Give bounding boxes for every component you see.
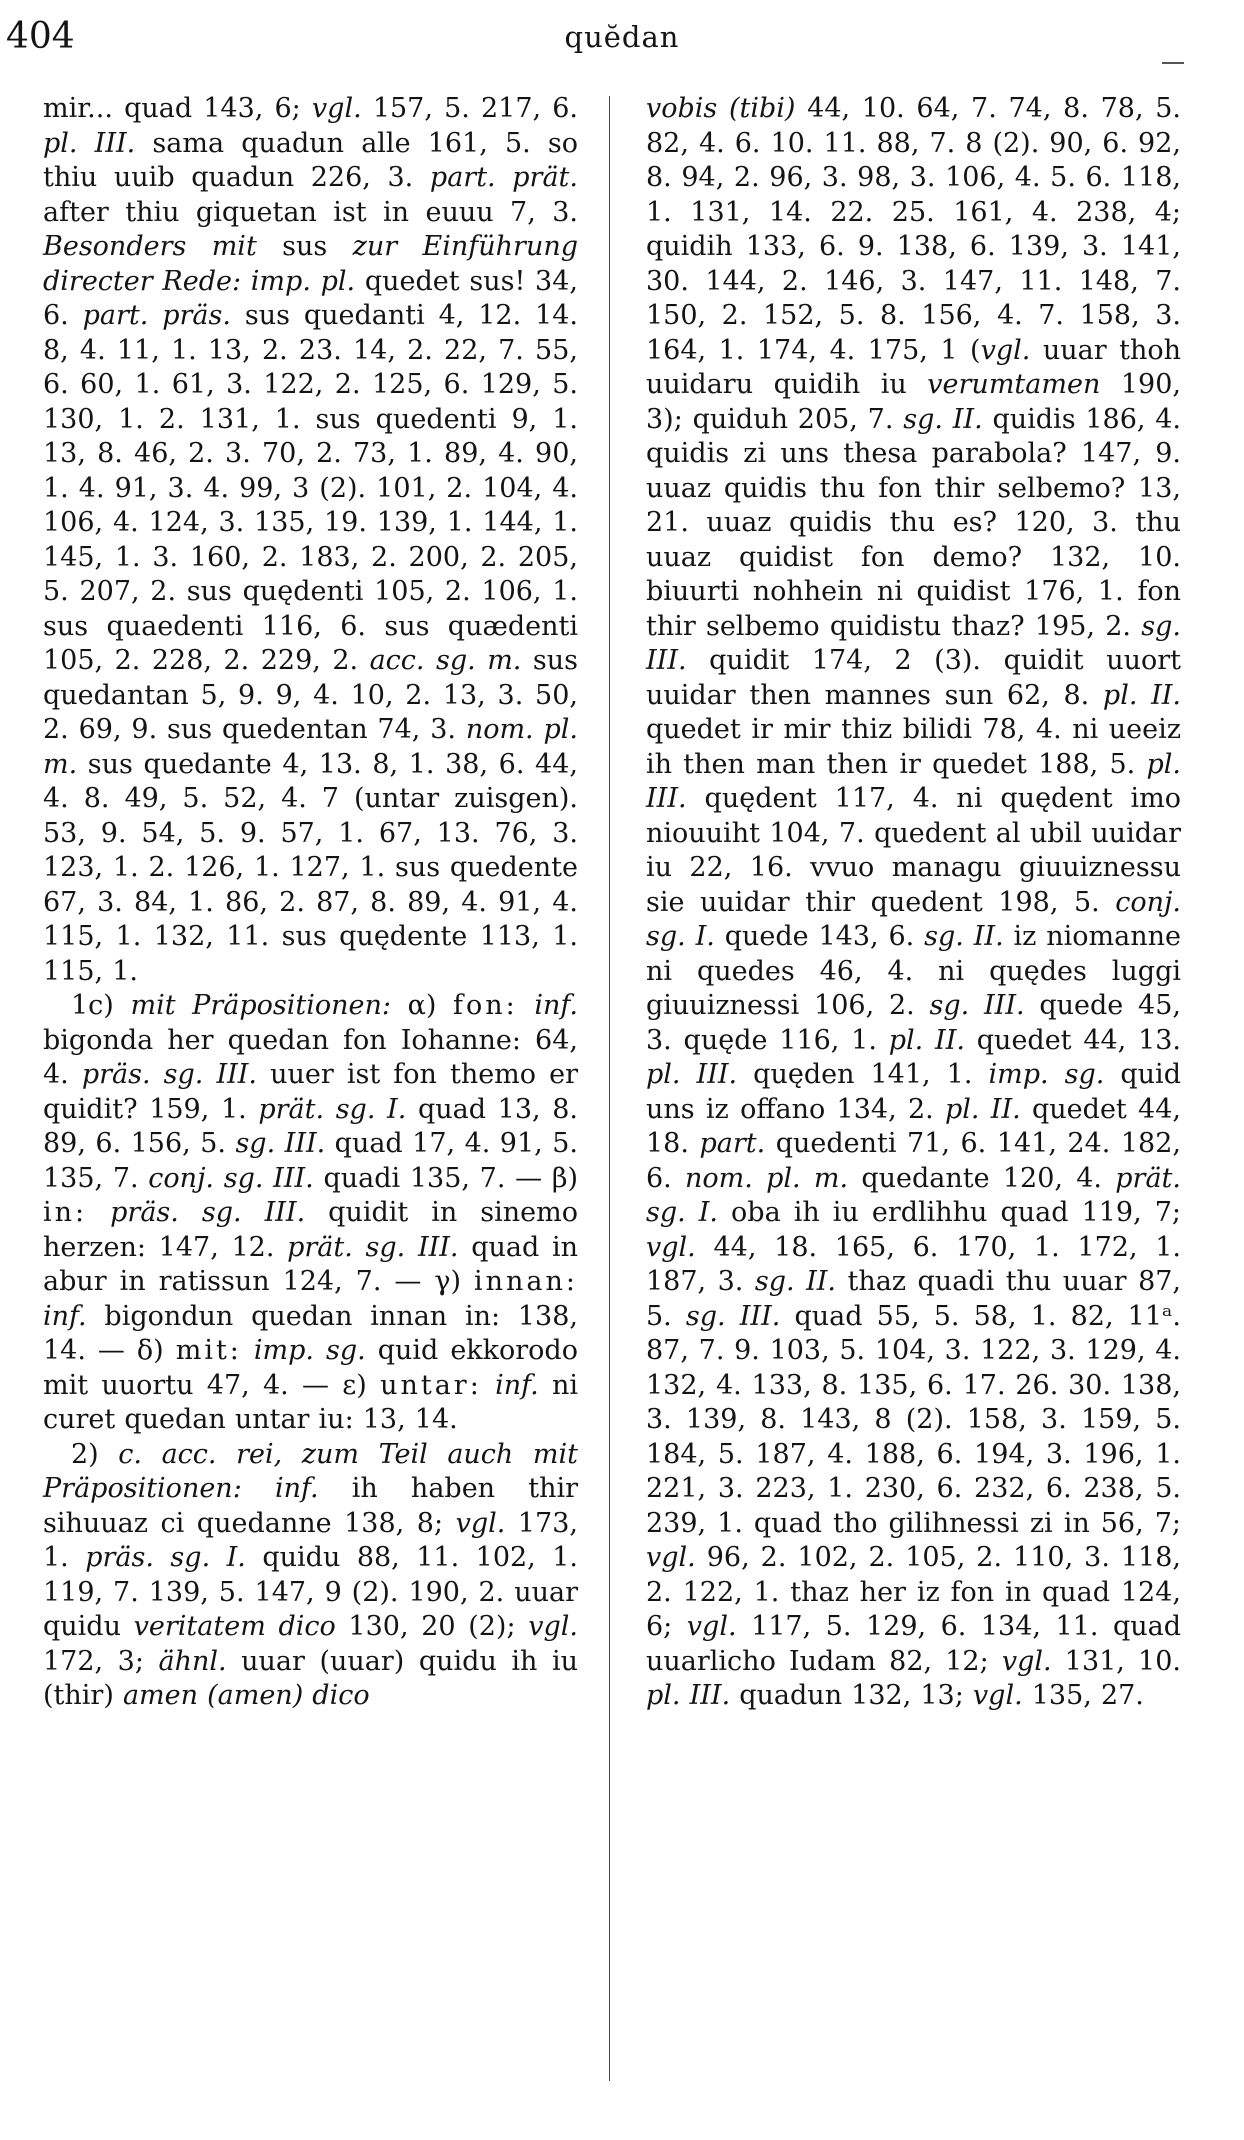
grammar-label: prät. sg. I. — [258, 1093, 407, 1125]
grammar-label: pl. II. — [945, 1093, 1021, 1125]
paragraph-1c — [43, 989, 578, 1438]
text-run: bigonda her quedan fon Iohanne: 64, 4. — [43, 1024, 578, 1090]
grammar-label: prät. sg. III. — [287, 1231, 459, 1263]
text-run: quedet sus! 34, 6. — [43, 265, 578, 331]
text-run: quad in abur in ratissun 124, 7. — γ) — [43, 1231, 578, 1297]
abbrev: vgl. — [646, 1231, 696, 1263]
preposition-untar: untar: — [380, 1369, 482, 1401]
text-run: quidis 186, 4. quidis zi uns thesa parabola? 147, 9. uuaz quidis thu fon thir selbemo? 13, 21. uuaz quidis thu es? 120, 3. thu uuaz quidist fon demo? 132, 10. biuurti nohhein ni quidist 176, 1. fon thir selbemo quidistu thaz? 195, 2. — [646, 403, 1182, 642]
preposition-mit: mit: — [175, 1335, 242, 1366]
grammar-label: inf. — [534, 990, 578, 1021]
text-run — [242, 1335, 254, 1366]
grammar-label: prät. sg. I. — [646, 1162, 1181, 1228]
abbrev: vgl. — [972, 1680, 1023, 1711]
text-run: quedenti 71, 6. 141, 24. 182, 6. — [646, 1128, 1181, 1194]
text-run: uuar thoh uuidaru quidih iu — [646, 334, 1181, 400]
grammar-label: nom. pl. m. — [685, 1162, 849, 1194]
note-italic: zur Einführung directer Rede: imp. pl. — [43, 231, 578, 297]
grammar-label: präs. sg. I. — [85, 1542, 246, 1573]
text-run — [518, 990, 535, 1021]
grammar-label: part. präs. — [82, 300, 231, 331]
grammar-label: sg. II. — [924, 921, 1004, 952]
latin-gloss: amen (amen) dico — [122, 1680, 370, 1711]
text-run: after thiu giquetan ist in euuu 7, 3. — [43, 196, 578, 228]
header-dash — [1162, 62, 1184, 64]
grammar-label: conj. sg. I. — [646, 886, 1181, 952]
grammar-label: sg. II. — [754, 1266, 836, 1297]
grammar-label: conj. sg. III. — [148, 1162, 314, 1194]
column-divider — [609, 96, 610, 2081]
text-run: oba ih iu erdlihhu quad 119, 7; — [718, 1197, 1181, 1228]
abbrev: vgl. — [1001, 1645, 1052, 1677]
abbrev: vgl. — [646, 1542, 696, 1573]
section-marker: 1c) — [71, 990, 131, 1021]
text-run: 135, 27. — [1022, 1680, 1144, 1711]
text-run: quęden 141, 1. — [737, 1059, 989, 1090]
text-run: quede 45, 3. quęde 116, 1. — [646, 990, 1181, 1056]
text-run: ih haben thir sihuuaz ci quedanne 138, 8; — [43, 1473, 578, 1539]
section-marker: 2) — [71, 1438, 119, 1470]
text-run: quadun 132, 13; — [730, 1680, 973, 1711]
grammar-label: imp. sg. — [253, 1335, 366, 1366]
text-run: quad 13, 8. 89, 6. 156, 5. — [43, 1093, 578, 1159]
latin-gloss: verumtamen — [927, 369, 1101, 400]
grammar-label: pl. II. — [1102, 679, 1181, 711]
text-run: sus quedantan 5, 9. 9, 4. 10, 2. 13, 3. 50, 2. 69, 9. sus quedentan 74, 3. — [43, 645, 578, 745]
grammar-label: pl. III. — [646, 748, 1181, 814]
abbrev: ähnl. — [158, 1645, 227, 1677]
grammar-label: sg. II. — [903, 403, 983, 435]
grammar-label: pl. III. — [43, 127, 136, 159]
text-run: quedet 44, 13. — [964, 1024, 1182, 1056]
text-run: quad 55, 5. 58, 1. 82, 11ᵃ. 87, 7. 9. 103, 5. 104, 3. 122, 3. 129, 4. 132, 4. 133, 8. 135, 6. 17. 26. 30. 138, 3. 139, 8. 143, 8 (2). 158, 3. 159, 5. 184, 5. 187, 4. 188, 6. 194, 3. 196, 1. 221, 3. 223, 1. 230, 6. 232, 6. 238, 5. 239, 1. quad tho gilihnessi zi in 56, 7; — [646, 1300, 1182, 1539]
text-run: 130, 20 (2); — [335, 1611, 529, 1642]
paragraph-continuation — [646, 92, 1181, 1714]
abbrev: vgl. — [528, 1611, 578, 1642]
text-run: quędent 117, 4. ni quędent imo niouuiht 104, 7. quedent al ubil uuidar iu 22, 16. vvuo managu giuuiznessu sie uuidar thir quedent 198, 5. — [646, 783, 1181, 918]
grammar-label: pl. III. — [646, 1680, 731, 1711]
text-run: 44, 10. 64, 7. 74, 8. 78, 5. 82, 4. 6. 10. 11. 88, 7. 8 (2). 90, 6. 92, 8. 94, 2. 96, 3. 98, 3. 106, 4. 5. 6. 118, 1. 131, 14. 22. 25. 161, 4. 238, 4; quidih 133, 6. 9. 138, 6. 139, 3. 141, 30. 144, 2. 146, 3. 147, 11. 148, 7. 150, 2. 152, 5. 8. 156, 4. 7. 158, 3. 164, 1. 174, 4. 175, 1 ( — [646, 93, 1181, 366]
grammar-label: pl. III. — [646, 1059, 738, 1090]
text-run: quedante 120, 4. — [848, 1162, 1116, 1194]
paragraph-2 — [43, 1438, 578, 1714]
page-number: 404 — [6, 16, 75, 57]
text-run: 190, 3); quiduh 205, 7. — [646, 369, 1181, 435]
grammar-label: part. prät. — [429, 162, 578, 193]
abbrev: vgl. — [686, 1611, 737, 1642]
preposition-innan: innan: — [474, 1266, 578, 1297]
latin-gloss: vobis (tibi) — [646, 93, 796, 124]
text-run: quid uns iz offano 134, 2. — [646, 1059, 1181, 1125]
text-run: 44, 18. 165, 6. 170, 1. 172, 1. 187, 3. — [646, 1231, 1181, 1297]
text-run: sus quedanti 4, 12. 14. 8, 4. 11, 1. 13, 2. 23. 14, 2. 22, 7. 55, 6. 60, 1. 61, 3. 122, 2. 125, 6. 129, 5. 130, 1. 2. 131, 1. sus quedenti 9, 1. 13, 8. 46, 2. 3. 70, 2. 73, 1. 89, 4. 90, 1. 4. 91, 3. 4. 99, 3 (2). 101, 2. 104, 4. 106, 4. 124, 3. 135, 19. 139, 1. 144, 1. 145, 1. 3. 160, 2. 183, 2. 200, 2. 205, 5. 207, 2. sus quędenti 105, 2. 106, 1. sus quaedenti 116, 6. sus quædenti 105, 2. 228, 2. 229, 2. — [43, 300, 579, 676]
text-run: quidit in sinemo herzen: 147, 12. — [43, 1197, 578, 1263]
text-run: uuar (uuar) quidu ih iu (thir) — [43, 1645, 579, 1711]
text-run: mir... quad 143, 6; — [43, 93, 312, 124]
text-run: 157, 5. 217, 6. — [361, 93, 578, 124]
grammar-label: präs. sg. III. — [81, 1059, 258, 1090]
grammar-label: pl. II. — [888, 1024, 965, 1056]
text-run: sus quedante 4, 13. 8, 1. 38, 6. 44, 4. 8. 49, 5. 52, 4. 7 (untar zuisgen). 53, 9. 54, 5. 9. 57, 1. 67, 13. 76, 3. 123, 1. 2. 126, 1. 127, 1. sus quedente 67, 3. 84, 1. 86, 2. 87, 8. 89, 4. 91, 4. 115, 1. 132, 11. sus quędente 113, 1. 115, 1. — [43, 748, 578, 987]
text-run: quad 17, 4. 91, 5. 135, 7. — [43, 1128, 578, 1194]
preposition-in: in: — [43, 1197, 88, 1228]
text-run: quedet ir mir thiz bilidi 78, 4. ni ueeiz ih then man then ir quedet 188, 5. — [646, 714, 1181, 780]
left-column — [43, 92, 578, 1714]
page-header — [0, 12, 1244, 68]
grammar-label: part. — [699, 1128, 766, 1159]
grammar-label: sg. III. — [685, 1300, 781, 1332]
grammar-label: inf. — [495, 1369, 539, 1401]
right-column — [646, 92, 1181, 1714]
grammar-label: sg. III. — [929, 990, 1025, 1021]
abbrev: vgl. — [455, 1507, 506, 1539]
text-run: 131, 10. — [1051, 1645, 1181, 1677]
text-run: uuer ist fon themo er quidit? 159, 1. — [43, 1059, 578, 1125]
grammar-label: sg. III. — [646, 610, 1181, 676]
grammar-label: sg. III. — [235, 1128, 326, 1159]
text-run: sus — [256, 231, 353, 262]
text-run: iz niomanne ni quedes 46, 4. ni quędes luggi giuuiznessi 106, 2. — [646, 921, 1181, 1021]
grammar-label: acc. sg. m. — [369, 645, 522, 676]
text-run: 173, 1. — [43, 1507, 578, 1573]
text-run: quidit 174, 2 (3). quidit uuort uuidar then mannes sun 62, 8. — [646, 645, 1181, 711]
text-run: quid ekkorodo mit uuortu 47, 4. — ε) — [43, 1335, 578, 1401]
preposition-fon: fon: — [453, 990, 518, 1021]
text-run: quidu 88, 11. 102, 1. 119, 7. 139, 5. 147, 9 (2). 190, 2. uuar quidu — [43, 1542, 578, 1642]
grammar-label: präs. sg. III. — [110, 1197, 306, 1228]
text-run — [482, 1370, 495, 1401]
text-run: thaz quadi thu uuar 87, 5. — [646, 1266, 1182, 1332]
grammar-label: inf. — [43, 1300, 87, 1332]
text-run: bigondun quedan innan in: 138, 14. — δ) — [43, 1300, 578, 1366]
text-run: α) — [390, 990, 453, 1021]
text-run: quedet 44, 18. — [646, 1093, 1182, 1159]
text-run: 117, 5. 129, 6. 134, 11. quad uuarlicho Iudam 82, 12; — [646, 1611, 1181, 1677]
text-run: quede 143, 6. — [714, 921, 925, 952]
text-run: sama quadun alle 161, 5. so thiu uuib quadun 226, 3. — [43, 127, 578, 193]
note-italic: mit Präpositionen: — [130, 990, 391, 1021]
latin-gloss: veritatem dico — [133, 1611, 336, 1642]
abbrev: vgl. — [311, 93, 362, 124]
text-run: quadi 135, 7. — β) — [313, 1162, 579, 1194]
text-run: ni curet quedan untar iu: 13, 14. — [43, 1369, 578, 1435]
paragraph-1 — [43, 92, 578, 989]
note-italic: Besonders mit — [43, 231, 257, 262]
running-head: quĕdan — [564, 20, 680, 54]
grammar-label: nom. pl. m. — [43, 714, 578, 780]
grammar-label: imp. sg. — [988, 1059, 1105, 1090]
text-run — [87, 1197, 110, 1228]
text-run: 96, 2. 102, 2. 105, 2. 110, 3. 118, 2. 122, 1. thaz her iz fon in quad 124, 6; — [646, 1542, 1181, 1642]
note-italic: c. acc. rei, zum Teil auch mit Präpositionen: inf. — [43, 1438, 578, 1504]
abbrev: vgl. — [980, 334, 1031, 366]
text-run: 172, 3; — [43, 1645, 159, 1677]
